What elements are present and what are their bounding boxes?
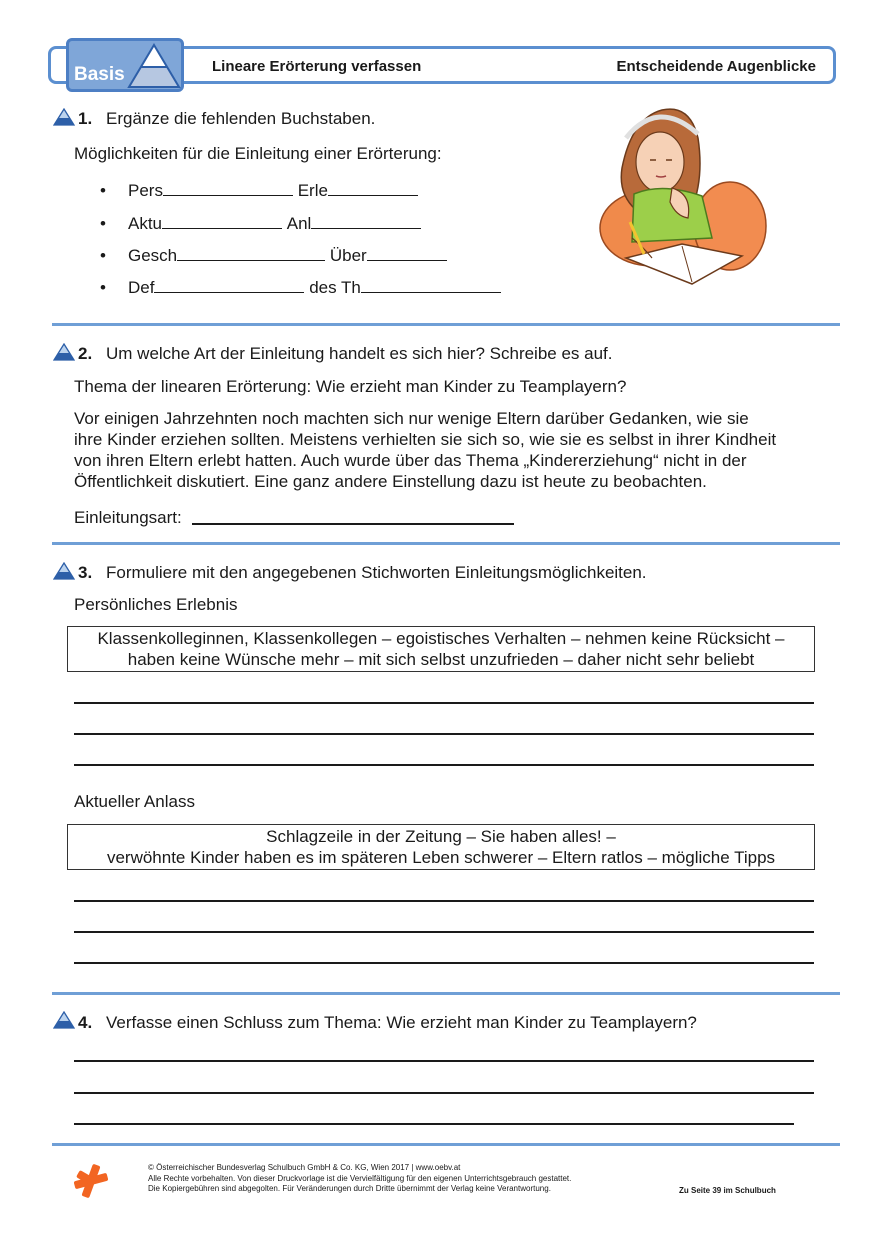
fill-blank[interactable]	[361, 275, 501, 293]
publisher-logo-icon	[72, 1162, 110, 1200]
task2-number: 2.	[78, 344, 93, 363]
girl-reading-illustration	[592, 98, 772, 294]
footer-copyright: © Österreichischer Bundesverlag Schulbuch GmbH & Co. KG, Wien 2017 | www.oebv.at Alle Rechte vorbehalten. Von dieser Druckvorlage ist die Vervielfältigung für den eigenen Unterrichtsgebrauch gestattet. Die Kopiergebühren sind abgegolten. Für Veränderungen durch Dritte übernimmt der Verlag keine Verantwortung.	[148, 1163, 572, 1193]
task-level-icon	[53, 343, 75, 361]
worksheet-title: Lineare Erörterung verfassen	[212, 58, 422, 75]
answer-line[interactable]	[192, 523, 514, 525]
task2-topic: Thema der linearen Erörterung: Wie erzieht man Kinder zu Teamplayern?	[74, 377, 627, 396]
writing-line[interactable]	[74, 702, 814, 704]
keyword-box: Schlagzeile in der Zeitung – Sie haben alles! – verwöhnte Kinder haben es im späteren Leben schwerer – Eltern ratlos – mögliche Tipps	[67, 824, 815, 870]
writing-line[interactable]	[74, 931, 814, 933]
task1-number: 1.	[78, 109, 93, 128]
fill-blank[interactable]	[154, 275, 304, 293]
part2-label: Aktueller Anlass	[74, 792, 195, 811]
section-divider	[52, 1143, 840, 1146]
answer-label: Einleitungsart:	[74, 508, 182, 527]
task3-number: 3.	[78, 563, 93, 582]
section-divider	[52, 542, 840, 545]
fill-blank[interactable]	[177, 243, 325, 261]
writing-line[interactable]	[74, 1092, 814, 1094]
writing-line[interactable]	[74, 733, 814, 735]
chapter-title: Entscheidende Augenblicke	[616, 58, 816, 75]
writing-line[interactable]	[74, 962, 814, 964]
page-reference: Zu Seite 39 im Schulbuch	[679, 1186, 776, 1195]
task-level-icon	[53, 108, 75, 126]
section-divider	[52, 992, 840, 995]
task1-instruction: Ergänze die fehlenden Buchstaben.	[106, 109, 376, 128]
list-item: • Def des Th	[100, 275, 501, 298]
task2-paragraph: Vor einigen Jahrzehnten noch machten sich nur wenige Eltern darüber Gedanken, wie sie ihre Kinder erziehen sollten. Meistens verhielten sie sich so, wie sie es selbst in ihrer Kindheit von ihren Eltern erlebt hatten. Auch wurde über das Thema „Kindererziehung“ nicht in der Öffentlichkeit diskutiert. Eine ganz andere Einstellung dazu ist heute zu beobachten.	[74, 409, 777, 491]
writing-line[interactable]	[74, 764, 814, 766]
fill-blank[interactable]	[162, 211, 282, 229]
task-level-icon	[53, 1011, 75, 1029]
task3-instruction: Formuliere mit den angegebenen Stichworten Einleitungsmöglichkeiten.	[106, 563, 647, 582]
list-item: • Pers Erle	[100, 178, 418, 201]
fill-blank[interactable]	[311, 211, 421, 229]
list-item: • Aktu Anl	[100, 211, 421, 234]
writing-line[interactable]	[74, 1123, 794, 1125]
writing-line[interactable]	[74, 900, 814, 902]
part1-label: Persönliches Erlebnis	[74, 595, 238, 614]
task4-number: 4.	[78, 1013, 93, 1032]
task2-instruction: Um welche Art der Einleitung handelt es sich hier? Schreibe es auf.	[106, 344, 613, 363]
badge-label: Basis	[74, 64, 125, 85]
task1-intro: Möglichkeiten für die Einleitung einer Erörterung:	[74, 144, 442, 163]
task4-instruction: Verfasse einen Schluss zum Thema: Wie erzieht man Kinder zu Teamplayern?	[106, 1013, 697, 1032]
fill-blank[interactable]	[367, 243, 447, 261]
fill-blank[interactable]	[328, 178, 418, 196]
writing-line[interactable]	[74, 1060, 814, 1062]
task-level-icon	[53, 562, 75, 580]
keyword-box: Klassenkolleginnen, Klassenkollegen – egoistisches Verhalten – nehmen keine Rücksicht – haben keine Wünsche mehr – mit sich selbst unzufrieden – daher nicht sehr beliebt	[67, 626, 815, 672]
triangle-level-icon	[127, 43, 181, 89]
list-item: • Gesch Über	[100, 243, 447, 266]
fill-blank[interactable]	[163, 178, 293, 196]
section-divider	[52, 323, 840, 326]
